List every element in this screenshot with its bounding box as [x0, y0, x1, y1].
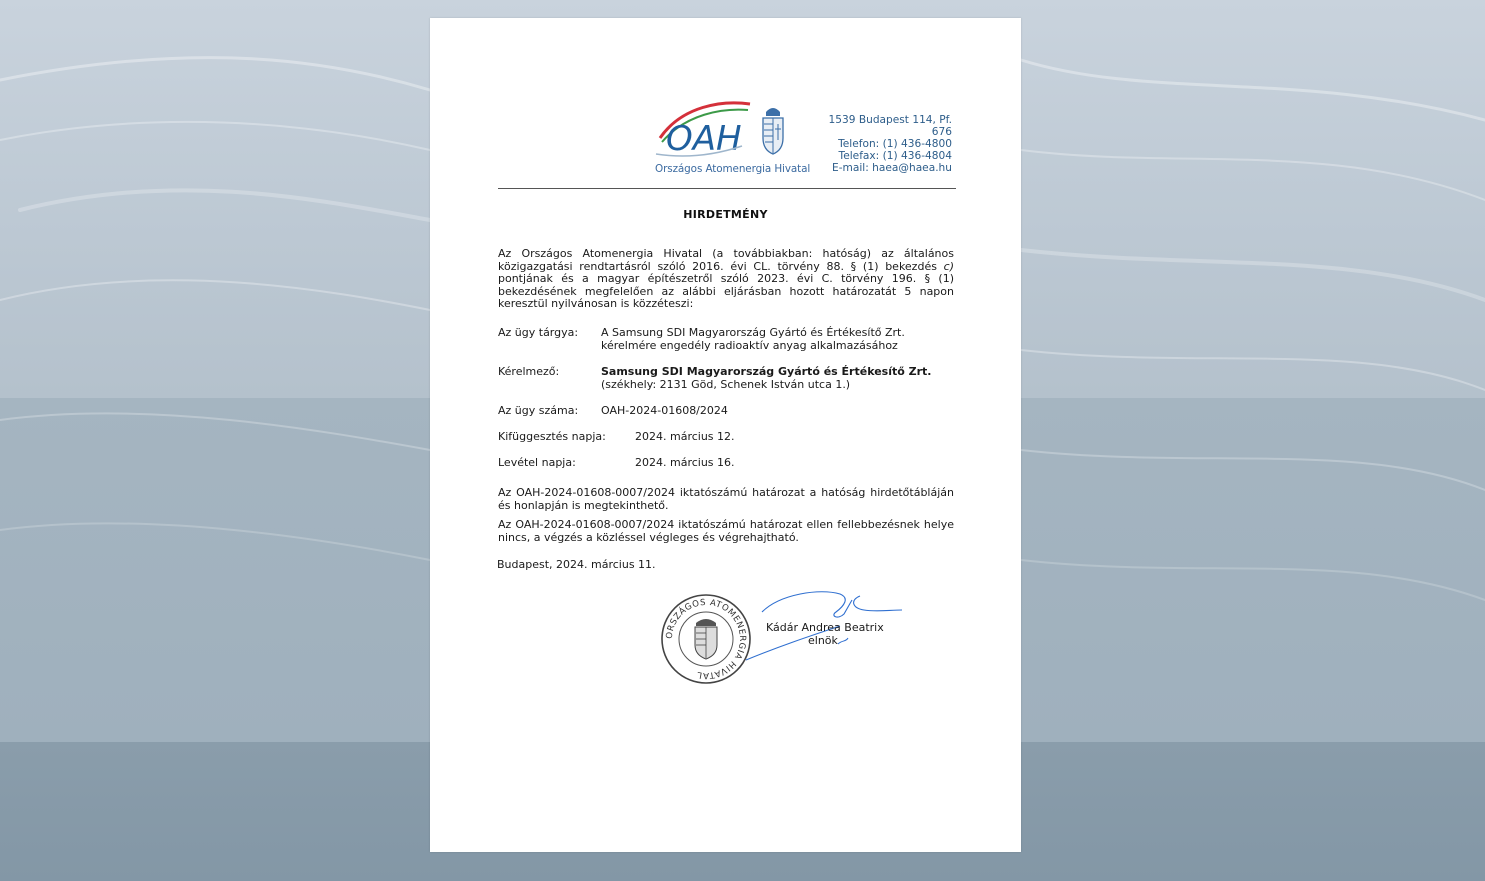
header-divider	[498, 188, 956, 189]
note-paragraph-2: Az OAH-2024-01608-0007/2024 iktatószámú határozat ellen fellebbezésnek helye nincs, a végzés a közléssel végleges és végrehajtható.	[498, 518, 954, 544]
org-name: Országos Atomenergia Hivatal	[655, 163, 811, 175]
applicant-name: Samsung SDI Magyarország Gyártó és Értékesítő Zrt.	[601, 365, 932, 378]
intro-text-start: Az Országos Atomenergia Hivatal (a továbbiakban: hatóság) az általános közigazgatási rendtartásról szóló 2016. évi CL. törvény 88. § (1) bekezdés	[498, 247, 954, 273]
official-stamp	[660, 593, 752, 685]
place-and-date: Budapest, 2024. március 11.	[497, 558, 656, 571]
signatory-title: elnök	[808, 634, 838, 647]
posting-date-value: 2024. március 12.	[635, 430, 735, 443]
coat-of-arms-icon	[760, 104, 786, 158]
address-line2: 676	[931, 126, 952, 138]
document-title: HIRDETMÉNY	[683, 208, 768, 221]
svg-text:ORSZÁGOS ATOMENERGIA HIVATAL: ORSZÁGOS ATOMENERGIA HIVATAL	[664, 597, 748, 681]
svg-text:OAH: OAH	[666, 119, 742, 159]
intro-text-end: pontjának és a magyar építészetről szóló 2023. évi C. törvény 196. § (1) bekezdésének megfelelően az alábbi eljárásban hozott határozatát 5 napon keresztül nyilvánosan is közzéteszi:	[498, 272, 954, 311]
contact-block	[825, 114, 952, 174]
subject-value: A Samsung SDI Magyarország Gyártó és Értékesítő Zrt. kérelmére engedély radioaktív anyag alkalmazásához	[601, 326, 905, 352]
case-number-label: Az ügy száma:	[498, 404, 579, 417]
address-line1: 1539 Budapest 114, Pf.	[828, 114, 952, 126]
applicant-seat: (székhely: 2131 Göd, Schenek István utca 1.)	[601, 378, 851, 391]
signatory-name: Kádár Andrea Beatrix	[766, 621, 884, 634]
email-address: E-mail: haea@haea.hu	[832, 162, 952, 174]
intro-text-italic: c)	[943, 259, 954, 273]
document-page	[430, 18, 1021, 852]
phone-number: Telefon: (1) 436-4800	[838, 138, 952, 150]
fax-number: Telefax: (1) 436-4804	[838, 150, 952, 162]
case-number-value: OAH-2024-01608/2024	[601, 404, 728, 417]
note-paragraph-1: Az OAH-2024-01608-0007/2024 iktatószámú határozat a hatóság hirdetőtábláján és honlapján is megtekinthető.	[498, 486, 954, 512]
stamp-crest-icon	[695, 619, 717, 659]
removal-date-label: Levétel napja:	[498, 456, 576, 469]
posting-date-label: Kifüggesztés napja:	[498, 430, 606, 443]
applicant-label: Kérelmező:	[498, 365, 560, 378]
removal-date-value: 2024. március 16.	[635, 456, 735, 469]
intro-paragraph	[498, 248, 954, 311]
subject-label: Az ügy tárgya:	[498, 326, 579, 339]
